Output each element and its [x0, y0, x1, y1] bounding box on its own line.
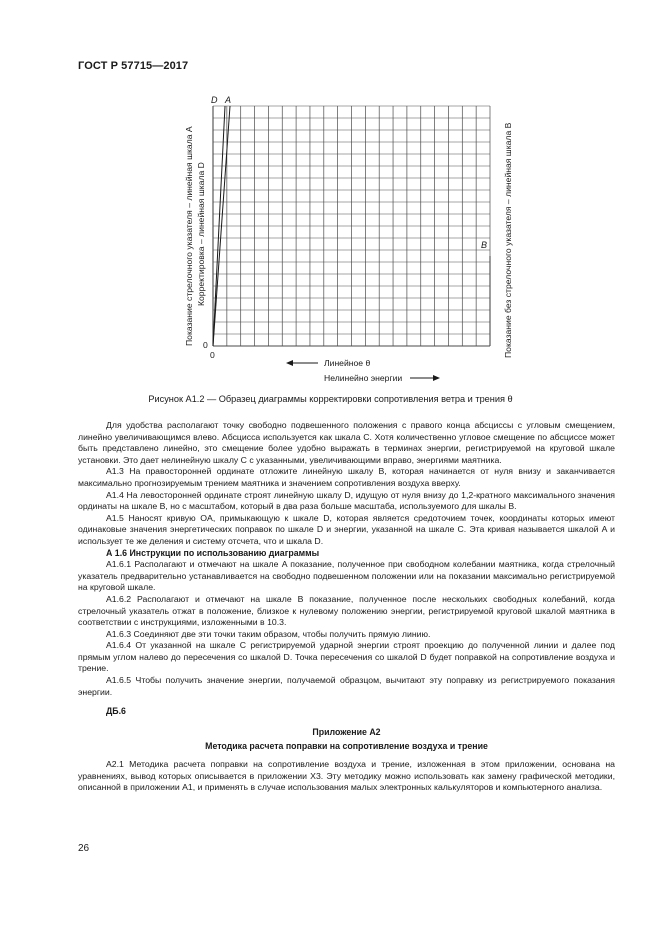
appendix-label: Приложение А2	[312, 726, 381, 737]
page-number: 26	[78, 843, 90, 854]
diagram-grid	[213, 106, 490, 346]
paragraph: А1.6.2 Располагают и отмечают на шкале B показание, полученное после нескольких свободных колебаний, когда стрелочный указатель отжат в положение, близкое к нулевому положению энергии, регистрируемой круговой шкалой маятника в соответствии с инструкциями, изложенными в 10.3.	[78, 593, 615, 628]
letter-d: D	[211, 95, 218, 105]
paragraph: А1.6.4 От указанной на шкале C регистрируемой ударной энергии строят проекцию до полученной линии и далее под прямым углом налево до пересечения со шкалой D. Точка пересечения со шкалой D будет поправкой на сопротивление воздуха и трение.	[78, 640, 615, 674]
section-heading: А 1.6 Инструкции по использованию диаграммы	[106, 547, 320, 558]
arrow-linear-head	[286, 360, 293, 366]
paragraph: А1.4 На левосторонней ординате строят линейную шкалу D, идущую от нуля внизу до 1,2-кратного максимального значения ординаты на шкале B, но с масштабом, который в два раза больше масштаба, используемого для шкалы B.	[78, 489, 615, 512]
paragraph: А1.6.3 Соединяют две эти точки таким образом, чтобы получить прямую линию.	[106, 628, 431, 639]
paragraph: А1.6.5 Чтобы получить значение энергии, получаемой образцом, вычитают эту поправку из регистрируемого показания энергии.	[78, 675, 615, 697]
arrow-nonlinear-head	[433, 375, 440, 381]
diagram-figure	[0, 0, 661, 400]
left-axis-label-2: Корректировка – линейная шкала D	[196, 162, 206, 306]
arrow-linear-label: Линейное θ	[324, 358, 371, 368]
letter-a: A	[225, 95, 232, 105]
zero-bottom: 0	[210, 350, 215, 360]
paragraph: А1.6.1 Располагают и отмечают на шкале A показание, полученное при свободном колебании маятника, когда стрелочный указатель предварительно устанавливается на свободно подвешенном положении или на показании максимально регистрируемой на круговой шкале.	[78, 559, 615, 593]
appendix-title: Методика расчета поправки на сопротивление воздуха и трение	[205, 741, 488, 752]
body-text	[78, 420, 615, 794]
arrow-nonlinear-label: Нелинейно энергии	[324, 373, 403, 383]
right-axis-label: Показание без стрелочного указателя – линейная шкала B	[503, 122, 513, 358]
paragraph: А2.1 Методика расчета поправки на сопротивление воздуха и трение, изложенная в этом приложении, основана на уравнениях, вывод которых описывается в приложении Х3. Эту методику можно использовать как замену графической методики, описанной в приложении А1, и применять в случае использования малых электронных калькуляторов и компьютерного анализа.	[78, 759, 615, 793]
left-axis-label-1: Показание стрелочного указателя – линейная шкала A	[184, 126, 194, 346]
paragraph: А1.5 Наносят кривую OA, примыкающую к шкале D, которая является средоточием точек, координаты которых имеют одинаковые значения энергетических поправок по шкале D и энергии, указанной на шкале C. Эта кривая называется шкалой A и использует те же деления и систему отсчета, что и шкала D.	[78, 512, 615, 546]
zero-left: 0	[203, 340, 208, 350]
figure-caption: Рисунок A1.2 — Образец диаграммы корректировки сопротивления ветра и трения θ	[148, 394, 513, 404]
standard-header: ГОСТ Р 57715—2017	[78, 60, 189, 72]
letter-b: B	[481, 240, 488, 250]
paragraph: Для удобства располагают точку свободно подвешенного положения с правого конца абсциссы с угловым смещением, линейно увеличивающимся влево. Абсцисса используется как шкала C. Хотя количественно угловое смещение по абсциссе может быть представлено линейно, это смещение более удобно выражать в терминах энергии, регистрируемой на круговой шкале установки. Это дает нелинейную шкалу C с указанными, увеличивающими вправо, энергиями маятника.	[78, 420, 615, 465]
correction-diagram	[0, 0, 661, 400]
db6-label: ДБ.6	[106, 706, 126, 717]
paragraph: А1.3 На правосторонней ординате отложите линейную шкалу B, которая начинается от нуля внизу и заканчивается максимально прогнозируемым трением маятника и значением сопротивления воздуха вверху.	[78, 466, 615, 488]
